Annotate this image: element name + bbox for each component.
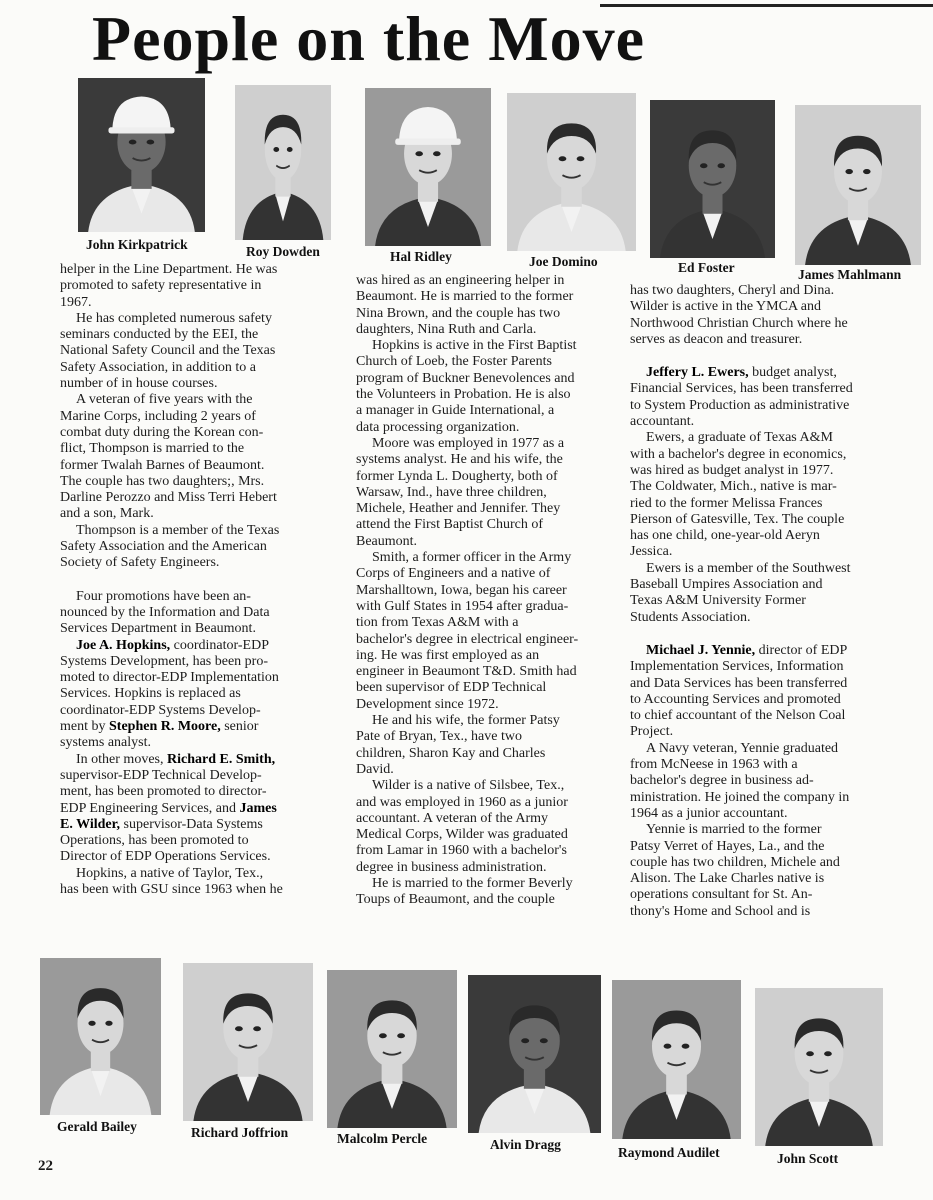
paragraph-text: In other moves,	[76, 751, 167, 767]
portrait-icon	[40, 958, 161, 1115]
article-paragraph	[630, 365, 853, 430]
portrait-icon	[365, 88, 491, 246]
text-column-2	[356, 273, 578, 909]
article-paragraph	[60, 262, 283, 311]
photo-hal-ridley	[365, 88, 491, 246]
paragraph-text: director of EDP Implementation Services, Information and Data Services has been transferred to Accounting Services and promoted to chief accountant of the Nelson Coal Project.	[630, 642, 848, 740]
photo-james-mahlmann	[795, 105, 921, 265]
portrait-icon	[507, 93, 636, 251]
article-paragraph	[630, 283, 853, 348]
portrait-icon	[650, 100, 775, 258]
caption-ed-foster: Ed Foster	[678, 260, 735, 275]
photo-gerald-bailey	[40, 958, 161, 1115]
article-paragraph	[60, 523, 283, 572]
caption-hal-ridley: Hal Ridley	[390, 249, 452, 264]
article-paragraph	[356, 550, 578, 713]
person-name: James E. Wilder,	[60, 800, 277, 832]
portrait-icon	[755, 988, 883, 1146]
article-paragraph	[356, 713, 578, 778]
article-paragraph	[60, 638, 283, 752]
paragraph-text: Yennie is married to the former Patsy Verret of Hayes, La., and the couple has two children, Michele and Alison. The Lake Charles native is operations consultant for St. An- thony's Home and School and is	[630, 822, 840, 919]
paragraph-text: was hired as an engineering helper in Beaumont. He is married to the former Nina Brown, and the couple has two daughters, Nina Ruth and Carla.	[356, 273, 574, 337]
photo-joe-domino	[507, 93, 636, 251]
paragraph-text: supervisor-EDP Technical Develop- ment, has been promoted to director- EDP Engineering Services, and	[60, 767, 267, 816]
photo-richard-joffrion	[183, 963, 313, 1121]
caption-john-kirkpatrick: John Kirkpatrick	[86, 237, 188, 252]
paragraph-text: Thompson is a member of the Texas Safety Association and the American Society of Safety Engineers.	[60, 522, 280, 571]
paragraph-text: senior systems analyst.	[60, 719, 259, 751]
article-paragraph	[356, 778, 578, 876]
paragraph-text: He has completed numerous safety seminars conducted by the EEI, the National Safety Council and the Texas Safety Association, in addition to a number of in house courses.	[60, 310, 276, 392]
photo-roy-dowden	[235, 85, 331, 240]
article-paragraph	[60, 589, 283, 638]
article-paragraph	[630, 430, 853, 560]
paragraph-text: Ewers is a member of the Southwest Baseball Umpires Association and Texas A&M University Former Students Association.	[630, 560, 851, 625]
article-paragraph	[630, 561, 853, 626]
photo-alvin-dragg	[468, 975, 601, 1133]
portrait-icon	[78, 78, 205, 232]
caption-raymond-audilet: Raymond Audilet	[618, 1145, 720, 1160]
paragraph-text: He and his wife, the former Patsy Pate of Bryan, Tex., have two children, Sharon Kay and Charles David.	[356, 713, 560, 777]
portrait-icon	[327, 970, 457, 1128]
caption-roy-dowden: Roy Dowden	[246, 244, 320, 259]
photo-malcolm-percle	[327, 970, 457, 1128]
caption-alvin-dragg: Alvin Dragg	[490, 1137, 561, 1152]
paragraph-text: Hopkins, a native of Taylor, Tex., has been with GSU since 1963 when he	[60, 865, 283, 897]
top-rule	[600, 4, 933, 7]
portrait-icon	[235, 85, 331, 240]
paragraph-text: coordinator-EDP Systems Development, has been pro- moted to director-EDP Implementation Services. Hopkins is replaced as coordinator-EDP Systems Develop- ment by	[60, 637, 279, 735]
caption-john-scott: John Scott	[777, 1151, 839, 1166]
article-paragraph	[356, 338, 578, 436]
person-name: Joe A. Hopkins,	[76, 637, 171, 653]
person-name: Jeffery L. Ewers,	[646, 365, 749, 381]
article-paragraph	[630, 741, 853, 822]
caption-richard-joffrion: Richard Joffrion	[191, 1125, 289, 1140]
caption-gerald-bailey: Gerald Bailey	[57, 1119, 137, 1134]
paragraph-text: Four promotions have been an- nounced by the Information and Data Services Department in Beaumont.	[60, 588, 270, 637]
photo-john-kirkpatrick	[78, 78, 205, 232]
article-paragraph	[356, 876, 578, 909]
photo-john-scott	[755, 988, 883, 1146]
text-column-1	[60, 262, 283, 898]
caption-joe-domino: Joe Domino	[529, 254, 598, 269]
paragraph-text: A Navy veteran, Yennie graduated from McNeese in 1963 with a bachelor's degree in business ad- ministration. He joined the company in 1964 as a junior accountant.	[630, 740, 850, 821]
person-name: Michael J. Yennie,	[646, 642, 756, 658]
paragraph-text: Wilder is a native of Silsbee, Tex., and was employed in 1960 as a junior accountant. A veteran of the Army Medical Corps, Wilder was graduated from Lamar in 1960 with a bachelor's degree in business administration.	[356, 778, 568, 875]
portrait-icon	[795, 105, 921, 265]
photo-ed-foster	[650, 100, 775, 258]
article-paragraph	[630, 822, 853, 920]
paragraph-text: Smith, a former officer in the Army Corps of Engineers and a native of Marshalltown, Iowa, began his career with Gulf States in 1954 after gradua- tion from Texas A&M with a bachelor's degree in electrical engineer- ing. He was first employed as an engineer in Beaumont T&D. Smith had been supervisor of EDP Technical Development since 1972.	[356, 550, 579, 712]
person-name: Stephen R. Moore,	[109, 719, 221, 735]
text-column-3	[630, 283, 853, 920]
paragraph-text: Moore was employed in 1977 as a systems analyst. He and his wife, the former Lynda L. Dougherty, both of Warsaw, Ind., have three children, Michele, Heather and Jennifer. They attend the First Baptist Church of Beaumont.	[356, 435, 565, 549]
portrait-icon	[183, 963, 313, 1121]
paragraph-text: He is married to the former Beverly Toups of Beaumont, and the couple	[356, 875, 573, 908]
article-paragraph	[60, 866, 283, 899]
article-paragraph	[60, 311, 283, 392]
person-name: Richard E. Smith,	[166, 751, 276, 767]
paragraph-text: Hopkins is active in the First Baptist Church of Loeb, the Foster Parents program of Buckner Benevolences and the Volunteers in Probation. He is also a manager in Guide International, a data processing organization.	[356, 338, 577, 435]
photo-raymond-audilet	[612, 980, 741, 1139]
caption-james-mahlmann: James Mahlmann	[798, 267, 902, 282]
article-paragraph	[356, 436, 578, 550]
portrait-icon	[468, 975, 601, 1133]
page-title: People on the Move	[92, 3, 645, 74]
paragraph-text: helper in the Line Department. He was promoted to safety representative in 1967.	[60, 262, 278, 310]
page-number: 22	[38, 1158, 53, 1174]
article-paragraph	[630, 643, 853, 741]
paragraph-text: budget analyst, Financial Services, has been transferred to System Production as administrative accountant.	[630, 365, 853, 430]
article-paragraph	[60, 392, 283, 522]
caption-malcolm-percle: Malcolm Percle	[337, 1131, 428, 1146]
article-paragraph	[356, 273, 578, 338]
paragraph-text: Ewers, a graduate of Texas A&M with a bachelor's degree in economics, was hired as budget analyst in 1977. The Coldwater, Mich., native is mar- ried to the former Melissa Frances Pierson of Gatesville, Tex. The couple has one child, one-year-old Aeryn Jessica.	[630, 430, 847, 560]
paragraph-text: supervisor-Data Systems Operations, has been promoted to Director of EDP Operations Services.	[60, 816, 271, 865]
article-paragraph	[60, 752, 283, 866]
paragraph-text: has two daughters, Cheryl and Dina. Wilder is active in the YMCA and Northwood Christian Church where he serves as deacon and treasurer.	[630, 283, 848, 347]
paragraph-text: A veteran of five years with the Marine Corps, including 2 years of combat duty during the Korean con- flict, Thompson is married to the former Twalah Barnes of Beaumont. The couple has two daughters;, Mrs. Darline Perozzo and Miss Terri Hebert and a son, Mark.	[60, 392, 277, 522]
portrait-icon	[612, 980, 741, 1139]
